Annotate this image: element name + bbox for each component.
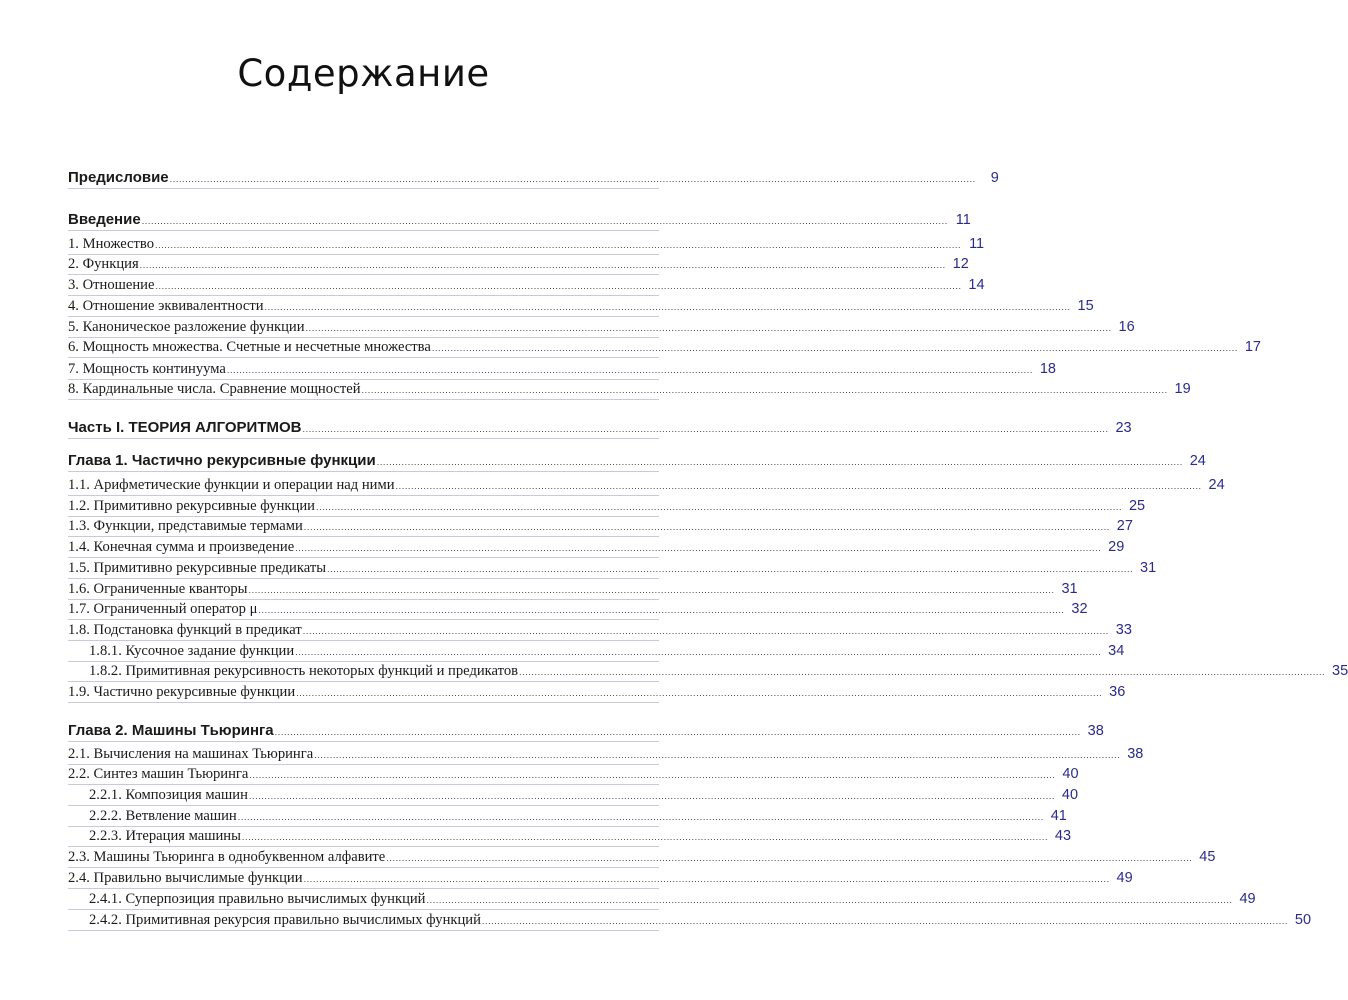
- toc-entry-page: 25: [1128, 498, 1146, 514]
- toc-entry-page: 49: [1116, 870, 1133, 886]
- dot-leader: ....................................................................................................................................................................................................................................................................: [305, 323, 1112, 333]
- toc-entry-page: 35: [1332, 663, 1348, 679]
- toc-entry-page: 31: [1140, 560, 1157, 576]
- toc-entry[interactable]: [68, 234, 985, 254]
- dot-leader: ....................................................................................................................................................................................................................................................................: [303, 874, 1110, 884]
- dot-leader: ....................................................................................................................................................................................................................................................................: [155, 240, 962, 250]
- dot-leader: ....................................................................................................................................................................................................................................................................: [376, 457, 1183, 467]
- dot-leader: ....................................................................................................................................................................................................................................................................: [327, 564, 1134, 574]
- toc-entry-label: 1. Множество: [68, 236, 154, 252]
- dot-leader: ....................................................................................................................................................................................................................................................................: [302, 424, 1109, 434]
- toc-entry[interactable]: [68, 847, 1216, 867]
- toc-entry[interactable]: [68, 764, 1079, 784]
- dot-leader: ....................................................................................................................................................................................................................................................................: [296, 688, 1103, 698]
- toc-entry-label: 2.4. Правильно вычислимые функции: [68, 870, 303, 886]
- toc-entry-label: 5. Каноническое разложение функции: [68, 319, 305, 335]
- toc-entry-label: Глава 1. Частично рекурсивные функции: [68, 452, 376, 469]
- toc-entry-label: 2. Функция: [68, 256, 139, 272]
- toc-entry-label: 1.1. Арифметические функции и операции над ними: [68, 477, 395, 493]
- dot-leader: ....................................................................................................................................................................................................................................................................: [315, 502, 1123, 512]
- dot-leader: ....................................................................................................................................................................................................................................................................: [237, 812, 1044, 822]
- dot-leader: ....................................................................................................................................................................................................................................................................: [395, 481, 1202, 491]
- toc-entry-label: 1.6. Ограниченные кванторы: [68, 581, 248, 597]
- toc-entry[interactable]: [68, 826, 1072, 846]
- toc-entry[interactable]: [68, 661, 1348, 681]
- toc-entry-label: 1.2. Примитивно рекурсивные функции: [68, 498, 315, 514]
- underline-rule: [68, 230, 659, 231]
- toc-entry[interactable]: [68, 475, 1225, 495]
- underline-rule: [68, 438, 659, 439]
- toc-entry-label: 1.3. Функции, представимые термами: [68, 518, 303, 534]
- toc-entry-label: 6. Мощность множества. Счетные и несчетные множества: [68, 339, 431, 355]
- toc-entry[interactable]: [68, 620, 1132, 640]
- toc-entry-page: 29: [1108, 539, 1125, 555]
- toc-entry[interactable]: [68, 785, 1079, 805]
- toc-entry-label: 2.2.2. Ветвление машин: [89, 808, 237, 824]
- toc-entry[interactable]: [68, 579, 1078, 599]
- toc-entry-label: 3. Отношение: [68, 277, 155, 293]
- dot-leader: ....................................................................................................................................................................................................................................................................: [248, 585, 1055, 595]
- toc-entry-page: 15: [1077, 298, 1094, 314]
- toc-entry[interactable]: [68, 682, 1126, 702]
- toc-entry-label: 7. Мощность континуума: [68, 361, 226, 377]
- toc-entry-page: 19: [1174, 381, 1191, 397]
- toc-entry-page: 40: [1062, 766, 1079, 782]
- toc-entry-page: 50: [1294, 912, 1312, 928]
- page-title: Содержание: [237, 52, 490, 95]
- toc-entry[interactable]: [68, 210, 971, 230]
- underline-rule: [68, 741, 659, 742]
- dot-leader: ....................................................................................................................................................................................................................................................................: [241, 832, 1049, 842]
- toc-entry-page: 9: [990, 170, 999, 186]
- toc-entry[interactable]: [68, 599, 1088, 619]
- dot-leader: ....................................................................................................................................................................................................................................................................: [314, 750, 1121, 760]
- toc-entry-page: 23: [1115, 420, 1132, 436]
- dot-leader: ....................................................................................................................................................................................................................................................................: [141, 216, 948, 226]
- toc-entry-label: 2.3. Машины Тьюринга в однобуквенном алфавите: [68, 849, 386, 865]
- toc-entry[interactable]: [68, 275, 985, 295]
- toc-entry-page: 27: [1116, 518, 1133, 534]
- dot-leader: ....................................................................................................................................................................................................................................................................: [295, 543, 1102, 553]
- toc-entry-label: 2.1. Вычисления на машинах Тьюринга: [68, 746, 314, 762]
- toc-entry-label: 2.4.2. Примитивная рекурсия правильно вычислимых функций: [89, 912, 481, 928]
- toc-entry[interactable]: [68, 744, 1144, 764]
- dot-leader: ....................................................................................................................................................................................................................................................................: [386, 853, 1193, 863]
- underline-rule: [68, 471, 659, 472]
- toc-entry-label: 4. Отношение эквивалентности: [68, 298, 264, 314]
- dot-leader: ....................................................................................................................................................................................................................................................................: [169, 174, 976, 184]
- dot-leader: ....................................................................................................................................................................................................................................................................: [258, 605, 1065, 615]
- dot-leader: ....................................................................................................................................................................................................................................................................: [481, 916, 1289, 926]
- toc-entry-page: 11: [969, 236, 985, 252]
- toc-entry-label: 2.2.3. Итерация машины: [89, 828, 241, 844]
- underline-rule: [68, 188, 659, 189]
- toc-entry[interactable]: [68, 418, 1132, 438]
- toc-entry[interactable]: [68, 558, 1157, 578]
- toc-entry-label: 1.8.2. Примитивная рекурсивность некоторых функций и предикатов: [89, 663, 519, 679]
- toc-entry-label: Предисловие: [68, 169, 169, 186]
- toc-entry-page: 18: [1039, 361, 1056, 377]
- toc-entry-page: 12: [952, 256, 969, 272]
- toc-entry-label: Введение: [68, 211, 141, 228]
- toc-entry[interactable]: [68, 721, 1104, 741]
- toc-entry[interactable]: [68, 359, 1056, 379]
- toc-entry[interactable]: [68, 317, 1135, 337]
- dot-leader: ....................................................................................................................................................................................................................................................................: [264, 302, 1071, 312]
- toc-entry-page: 43: [1054, 828, 1072, 844]
- toc-entry[interactable]: [68, 889, 1256, 909]
- toc-entry-page: 31: [1061, 581, 1078, 597]
- dot-leader: ....................................................................................................................................................................................................................................................................: [431, 343, 1238, 353]
- toc-entry-page: 24: [1208, 477, 1225, 493]
- toc-entry-label: 1.8. Подстановка функций в предикат: [68, 622, 302, 638]
- toc-entry-label: Глава 2. Машины Тьюринга: [68, 722, 274, 739]
- dot-leader: ....................................................................................................................................................................................................................................................................: [302, 626, 1109, 636]
- toc-entry-page: 45: [1199, 849, 1216, 865]
- toc-entry[interactable]: [68, 537, 1125, 557]
- toc-entry-page: 36: [1109, 684, 1126, 700]
- underline-rule: [68, 702, 659, 703]
- underline-rule: [68, 930, 659, 931]
- toc-entry-page: 11: [955, 212, 971, 228]
- toc-entry[interactable]: [68, 868, 1133, 888]
- toc-entry[interactable]: [68, 451, 1206, 471]
- toc-entry[interactable]: [68, 641, 1125, 661]
- dot-leader: ....................................................................................................................................................................................................................................................................: [426, 895, 1233, 905]
- toc-entry-page: 38: [1127, 746, 1144, 762]
- toc-entry-page: 14: [968, 277, 985, 293]
- dot-leader: ....................................................................................................................................................................................................................................................................: [155, 281, 962, 291]
- dot-leader: ....................................................................................................................................................................................................................................................................: [249, 770, 1056, 780]
- dot-leader: ....................................................................................................................................................................................................................................................................: [361, 385, 1168, 395]
- toc-entry-page: 24: [1189, 453, 1206, 469]
- underline-rule: [68, 399, 659, 400]
- toc-entry-page: 40: [1061, 787, 1079, 803]
- underline-rule: [68, 357, 659, 358]
- toc-entry-page: 38: [1087, 723, 1104, 739]
- dot-leader: ....................................................................................................................................................................................................................................................................: [295, 647, 1102, 657]
- dot-leader: ....................................................................................................................................................................................................................................................................: [226, 365, 1033, 375]
- toc-entry-label: 8. Кардинальные числа. Сравнение мощностей: [68, 381, 361, 397]
- toc-entry[interactable]: [68, 168, 999, 188]
- toc-entry-label: 1.5. Примитивно рекурсивные предикаты: [68, 560, 327, 576]
- toc-entry-label: 2.2.1. Композиция машин: [89, 787, 248, 803]
- toc-entry[interactable]: [68, 296, 1094, 316]
- dot-leader: ....................................................................................................................................................................................................................................................................: [274, 727, 1081, 737]
- toc-entry[interactable]: [68, 516, 1133, 536]
- dot-leader: ....................................................................................................................................................................................................................................................................: [519, 667, 1326, 677]
- toc-entry-label: 1.8.1. Кусочное задание функции: [89, 643, 295, 659]
- toc-entry[interactable]: [68, 806, 1067, 826]
- toc-entry-label: 1.4. Конечная сумма и произведение: [68, 539, 295, 555]
- toc-entry-label: Часть I. ТЕОРИЯ АЛГОРИТМОВ: [68, 419, 302, 436]
- toc-entry-page: 17: [1244, 339, 1261, 355]
- dot-leader: ....................................................................................................................................................................................................................................................................: [139, 260, 946, 270]
- toc-entry-page: 49: [1239, 891, 1256, 907]
- toc-entry-label: 1.7. Ограниченный оператор μ: [68, 601, 258, 617]
- toc-entry[interactable]: [68, 910, 1312, 930]
- toc-entry-label: 1.9. Частично рекурсивные функции: [68, 684, 296, 700]
- toc-entry-page: 16: [1118, 319, 1135, 335]
- toc-entry[interactable]: [68, 379, 1191, 399]
- toc-entry-page: 34: [1108, 643, 1125, 659]
- toc-entry-page: 33: [1115, 622, 1132, 638]
- toc-entry[interactable]: [68, 254, 969, 274]
- dot-leader: ....................................................................................................................................................................................................................................................................: [303, 522, 1110, 532]
- toc-entry-page: 41: [1050, 808, 1067, 824]
- dot-leader: ....................................................................................................................................................................................................................................................................: [248, 791, 1056, 801]
- toc-entry[interactable]: [68, 496, 1146, 516]
- toc-entry[interactable]: [68, 337, 1261, 357]
- toc-entry-label: 2.4.1. Суперпозиция правильно вычислимых функций: [89, 891, 426, 907]
- toc-entry-label: 2.2. Синтез машин Тьюринга: [68, 766, 249, 782]
- toc-entry-page: 32: [1071, 601, 1088, 617]
